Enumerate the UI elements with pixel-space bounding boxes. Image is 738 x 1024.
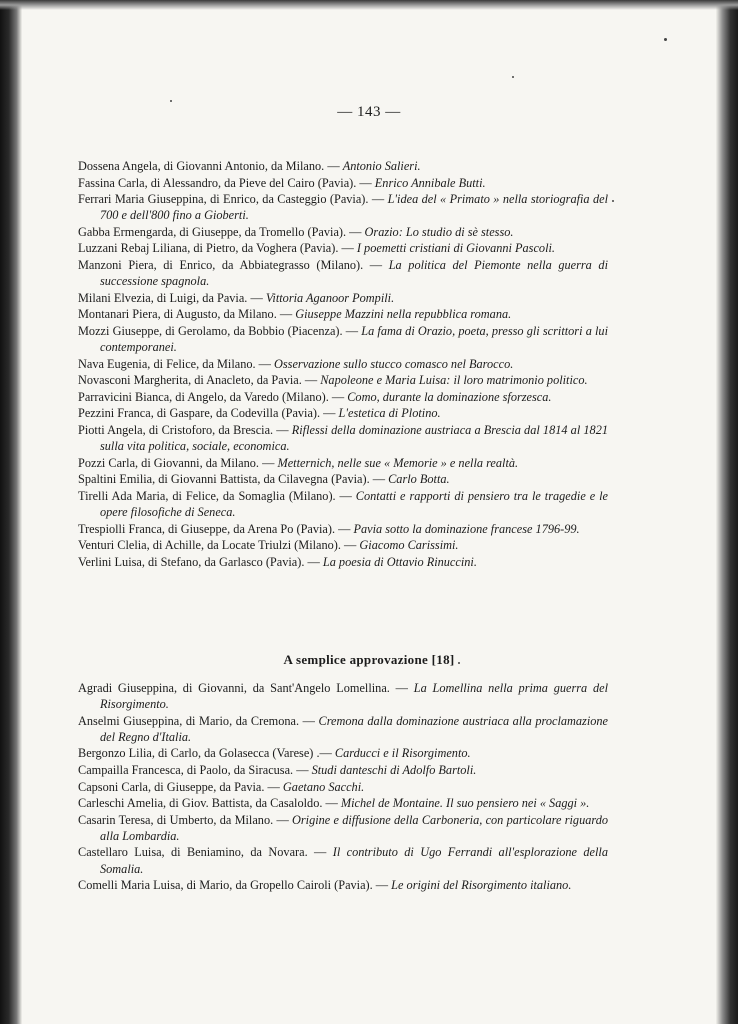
thesis-list — [78, 158, 608, 570]
list-item: Anselmi Giuseppina, di Mario, da Cremona. — Cremona dalla dominazione austriaca alla proclamazione del Regno d'Italia. — [78, 713, 609, 744]
list-item: Gabba Ermengarda, di Giuseppe, da Tromello (Pavia). — Orazio: Lo studio di sè stesso. — [78, 224, 514, 239]
list-item: Bergonzo Lilia, di Carlo, da Golasecca (Varese) .— Carducci e il Risorgimento. — [78, 746, 471, 761]
list-item: Verlini Luisa, di Stefano, da Garlasco (Pavia). — La poesia di Ottavio Rinuccini. — [78, 554, 477, 569]
list-item: Fassina Carla, di Alessandro, da Pieve del Cairo (Pavia). — Enrico Annibale Butti. — [78, 175, 486, 190]
list-item: Manzoni Piera, di Enrico, da Abbiategrasso (Milano). — La politica del Piemonte nella guerra di successione spagnola. — [78, 258, 608, 289]
list-item: Casarin Teresa, di Umberto, da Milano. — Origine e diffusione della Carboneria, con particolare riguardo alla Lombardia. — [78, 812, 608, 843]
list-item: Parravicini Bianca, di Angelo, da Varedo (Milano). — Como, durante la dominazione sforzesca. — [78, 389, 552, 404]
list-item: Campailla Francesca, di Paolo, da Siracusa. — Studi danteschi di Adolfo Bartoli. — [78, 762, 477, 777]
scan-right-edge — [716, 0, 738, 1024]
list-item: Capsoni Carla, di Giuseppe, da Pavia. — Gaetano Sacchi. — [78, 779, 365, 794]
scan-speck — [664, 38, 667, 41]
list-item: Piotti Angela, di Cristoforo, da Brescia. — Riflessi della dominazione austriaca a Brescia dal 1814 al 1821 sulla vita politica, sociale, economica. — [78, 423, 608, 454]
list-item: Nava Eugenia, di Felice, da Milano. — Osservazione sullo stucco comasco nel Barocco. — [78, 356, 514, 371]
list-item: Spaltini Emilia, di Giovanni Battista, da Cilavegna (Pavia). — Carlo Botta. — [78, 472, 450, 487]
page-number: — 143 — — [337, 104, 401, 120]
scan-left-edge — [0, 0, 22, 1024]
list-item: Dossena Angela, di Giovanni Antonio, da Milano. — Antonio Salieri. — [78, 159, 421, 173]
list-item: Montanari Piera, di Augusto, da Milano. — Giuseppe Mazzini nella repubblica romana. — [78, 307, 512, 322]
section-heading: A semplice approvazione [18] — [283, 652, 455, 667]
scan-top-edge — [0, 0, 738, 10]
list-item: Castellaro Luisa, di Beniamino, da Novara. — Il contributo di Ugo Ferrandi all'esplorazione della Somalia. — [78, 845, 608, 876]
list-item: Venturi Clelia, di Achille, da Locate Triulzi (Milano). — Giacomo Carissimi. — [78, 538, 459, 553]
thesis-list — [78, 680, 608, 894]
list-item: Pozzi Carla, di Giovanni, da Milano. — Metternich, nelle sue « Memorie » e nella realtà. — [78, 455, 519, 470]
list-item: Comelli Maria Luisa, di Mario, da Gropello Cairoli (Pavia). — Le origini del Risorgimento italiano. — [78, 878, 572, 893]
list-item: Tirelli Ada Maria, di Felice, da Somaglia (Milano). — Contatti e rapporti di pensiero tra le tragedie e le opere filosofiche di Seneca. — [78, 488, 608, 519]
scan-speck — [512, 76, 514, 78]
list-item: Novasconi Margherita, di Anacleto, da Pavia. — Napoleone e Maria Luisa: il loro matrimonio politico. — [78, 373, 588, 388]
list-item: Milani Elvezia, di Luigi, da Pavia. — Vittoria Aganoor Pompili. — [78, 290, 395, 305]
list-item: Trespiolli Franca, di Giuseppe, da Arena Po (Pavia). — Pavia sotto la dominazione francese 1796-99. — [78, 521, 580, 536]
list-item: Pezzini Franca, di Gaspare, da Codevilla (Pavia). — L'estetica di Plotino. — [78, 406, 441, 421]
scan-speck — [612, 200, 614, 202]
list-item: Mozzi Giuseppe, di Gerolamo, da Bobbio (Piacenza). — La fama di Orazio, poeta, presso gli scrittori a lui contemporanei. — [78, 323, 608, 355]
scan-speck — [170, 100, 172, 102]
list-item: Carleschi Amelia, di Giov. Battista, da Casaloldo. — Michel de Montaine. Il suo pensiero nei « Saggi ». — [78, 796, 590, 811]
list-item: Luzzani Rebaj Liliana, di Pietro, da Voghera (Pavia). — I poemetti cristiani di Giovanni Pascoli. — [78, 241, 555, 256]
list-item: Agradi Giuseppina, di Giovanni, da Sant'Angelo Lomellina. — La Lomellina nella prima guerra del Risorgimento. — [78, 681, 608, 712]
list-item: Ferrari Maria Giuseppina, di Enrico, da Casteggio (Pavia). — L'idea del « Primato » nella storiografia del 700 e dell'800 fino a Gioberti. — [78, 192, 609, 223]
